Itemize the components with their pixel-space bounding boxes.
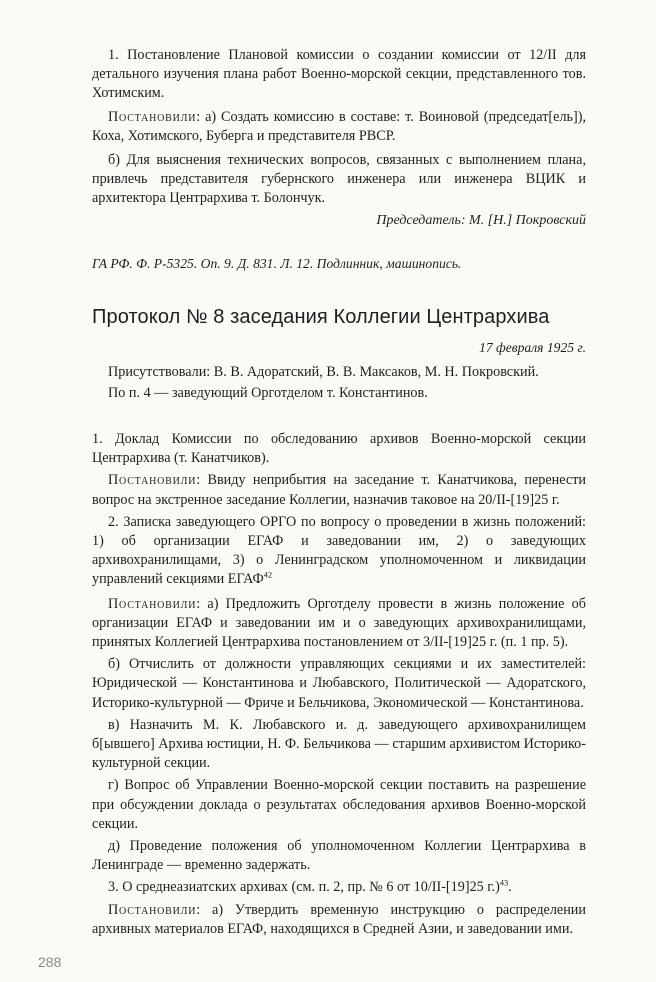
- resolved-text: : а) Создать комиссию в составе: т. Воиновой (председат[ель]), Коха, Хотимского, Буберга и представителя РВСР.: [92, 108, 586, 144]
- item-3-period: .: [508, 879, 512, 896]
- item-2-text: 2. Записка заведующего ОРГО по вопросу о проведении в жизнь положений: 1) об организации ЕГАФ и заведовании им, 2) о заведующих архивохранилищами, 3) о Ленинградском уполномоченном и ликвидации управлений секциями ЕГАФ: [92, 513, 586, 588]
- resolved-label: Постановили: [108, 108, 197, 125]
- resolved-label: Постановили: [108, 901, 197, 918]
- resolution-text: : а) Утвердить временную инструкцию о распределении архивных материалов ЕГАФ, находящихся в Средней Азии, и заведовании ими.: [92, 901, 586, 937]
- footnote-ref-43: 43: [499, 877, 509, 888]
- resolution-text: : Ввиду неприбытия на заседание т. Канатчикова, перенести вопрос на экстренное заседание Коллегии, назначив таковое на 20/II-[19]25 г.: [92, 472, 586, 508]
- item-3: [92, 878, 586, 897]
- paragraph-resolved-b: б) Для выяснения технических вопросов, связанных с выполнением плана, привлечь представителя губернского инженера или инженера ВЦИК и архитектора Центрархива т. Болончук.: [92, 152, 586, 207]
- resolved-label: Постановили: [108, 595, 197, 612]
- item-1: 1. Доклад Комиссии по обследованию архивов Военно-морской секции Центрархива (т. Канатчиков).: [92, 431, 586, 467]
- attendees: Присутствовали: В. В. Адоратский, В. В. Максаков, М. Н. Покровский.: [108, 364, 539, 381]
- page-number: 288: [38, 954, 62, 970]
- item-2-resolution-c: в) Назначить М. К. Любавского и. д. заведующего архивохранилищем б[ывшего] Архива юстиции, Н. Ф. Бельчикова — старшим архивистом Историко-культурной секции.: [92, 716, 586, 772]
- protocol-header: [92, 306, 586, 403]
- footnote-ref-42: 42: [263, 569, 273, 580]
- archive-source: ГА РФ. Ф. Р-5325. Оп. 9. Д. 831. Л. 12. Подлинник, машинопись.: [92, 256, 462, 271]
- item-3-resolution: [92, 901, 586, 939]
- chairman-signature: Председатель: М. [Н.] Покровский: [376, 212, 586, 228]
- item-2: [92, 513, 586, 590]
- resolved-label: Постановили: [108, 472, 197, 489]
- item-1-resolution: [92, 471, 586, 509]
- item4-attendee: По п. 4 — заведующий Орготделом т. Константинов.: [108, 385, 428, 402]
- item-2-resolution-e: д) Проведение положения об уполномоченном Коллегии Центрархива в Ленинграде — временно задержать.: [92, 838, 586, 874]
- protocol-title: Протокол № 8 заседания Коллегии Центрархива: [92, 306, 550, 328]
- item-2-resolution-d: г) Вопрос об Управлении Военно-морской секции поставить на разрешение при обсуждении доклада о результатах обследования архивов Военно-морской секции.: [92, 777, 586, 832]
- source-reference-block: [92, 254, 586, 273]
- protocol-body: [92, 430, 586, 939]
- paragraph-resolved-a: [92, 108, 586, 146]
- item-2-resolution-a: [92, 595, 586, 653]
- resolution-text: : а) Предложить Орготделу провести в жизнь положение об организации ЕГАФ и заведовании им и о заведующих архивохранилищами, принятых Коллегией Центрархива постановлением от 3/II-[19]25 г. (п. 1 пр. 5).: [92, 595, 586, 651]
- item-3-text: 3. О среднеазиатских архивах (см. п. 2, пр. № 6 от 10/II-[19]25 г.): [108, 879, 500, 896]
- paragraph-plan-commission: 1. Постановление Плановой комиссии о создании комиссии от 12/II для детального изучения плана работ Военно-морской секции, представленного тов. Хотимским.: [92, 47, 586, 102]
- item-2-resolution-b: б) Отчислить от должности управляющих секциями и их заместителей: Юридической — Константинова и Любавского, Политической — Адоратского, Историко-культурной — Фриче и Бельчикова, Экономической — Константинова.: [92, 656, 586, 711]
- top-section: [92, 46, 586, 230]
- protocol-date: 17 февраля 1925 г.: [479, 340, 586, 355]
